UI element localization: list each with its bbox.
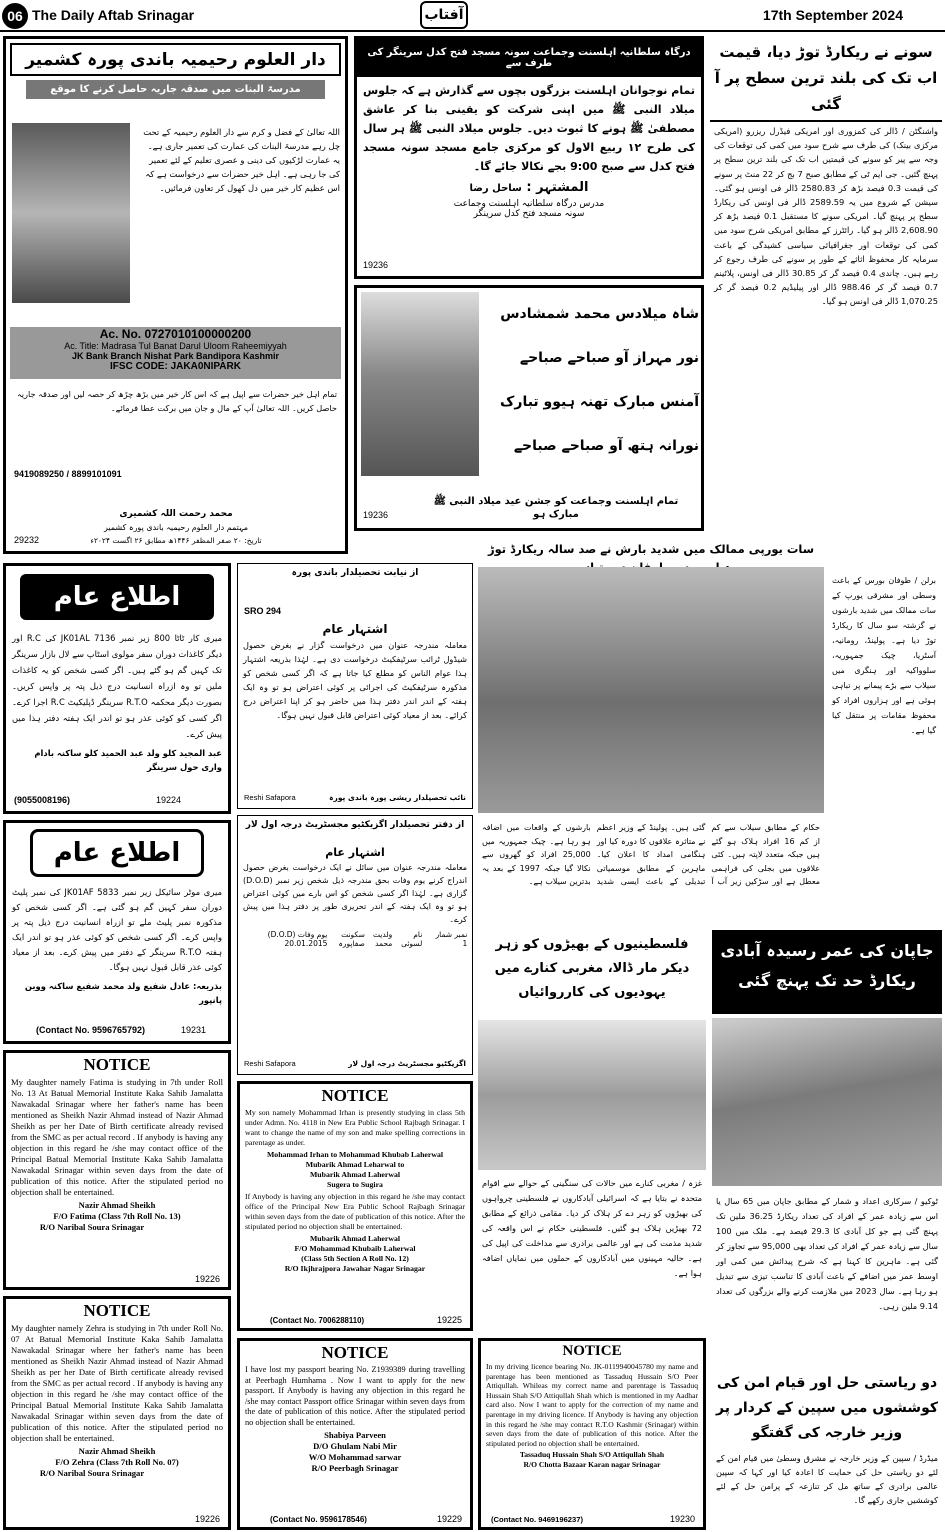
madrasa-signature: محمد رحمت اللہ کشمیری xyxy=(119,509,233,519)
tehsildar-2-body: معاملہ مندرجہ عنوان میں سائل نے ایک درخواست بغرض حصول اندراج کرنے یوم وفات بحق مندرجہ ذیل شخص زیر نمبر (D.O.D) گزاری ہے۔ لہٰذا اگر کسی شخص کو اس بارے میں کوئی اعتراض ہو تو وہ ایک ہفتہ کے اندر تحریری طور پر دفتر ہذا میں پیش کرے۔ xyxy=(243,863,467,924)
notice-irhan-change4: Sugera to Sugira xyxy=(327,1180,383,1189)
page-number: 06 xyxy=(2,3,28,29)
palestine-body: غزہ / مغربی کنارے میں حالات کی سنگینی کے حوالے سے اقوام متحدہ نے بتایا ہے کہ اسرائیلی آبادکاروں نے فلسطینی چرواہوں کی بھیڑوں کو زہر دے کر ہلاک کر دیا۔ مقامی ذرائع کے مطابق 72 بھیڑیں ہلاک ہو گئیں۔ فلسطینی حکام نے اس واقعہ کی شدید مذمت کی ہے اور عالمی برادری سے مداخلت کی اپیل کی ہے۔ حالیہ مہینوں میں آبادکاروں کے حملوں میں نمایاں اضافہ ہوا ہے۔ xyxy=(482,1178,702,1278)
notice-fatima-sign1: Nazir Ahmad Sheikh xyxy=(78,1200,156,1210)
notice-zehra-body: My daughter namely Zehra is studying in 7th under Roll No. 07 At Batual Memorial Institute Kaka Sahib Jamalatta Nawakadal Srinagar where her father's name has been mentioned as Sheikh Nazir Ahmad instead of Nazir Ahmad Sheikh as per her Date of Birth certificate already revised from the SMC as per actual record . If anybody is having any objection in this regard he /she may contact office of the Principal Batual Memorial Institute Kaka Sahib Jamalatta Nawakadal Srinagar within seven days from the date of publication of this notice. After the stipulated period no objection shall be entertained. xyxy=(11,1323,223,1443)
table-row xyxy=(243,939,468,948)
palestine-headline: فلسطینیوں کے بھیڑوں کو زہر دیکر مار ڈالا، مغربی کنارے میں یہودیوں کی کارروائیاں xyxy=(494,937,690,1000)
paper-logo: آفتاب xyxy=(420,1,468,29)
account-title: Ac. Title: Madrasa Tul Banat Darul Uloom Raheemiyyah xyxy=(64,341,287,351)
issue-date: 17th September 2024 xyxy=(762,7,903,23)
table-cell: لسوئی xyxy=(401,939,423,948)
ishtihar-1-name: عبد المجید کلو ولد عبد الحمید کلو ساکنہ بادام واری حول سرینگر xyxy=(34,748,222,772)
gold-body: واشنگٹن / ڈالر کی کمزوری اور امریکی فیڈرل ریزرو (امریکی مرکزی بینک) کی طرف سے شرح سود میں کمی کی توقعات کی وجہ سے پیر کو سونے کی قیمتیں اب تک کی بلند ترین سطح پر پہنچ گئیں۔ جی ایم ٹی کے مطابق صبح 7 بج کر 22 منٹ پر سونے کی قیمت 0.3 فیصد بڑھ کر 2580.83 ڈالر فی اونس ہو گئی۔ سیشن کے شروع میں یہ 2589.59 ڈالر فی اونس کی ریکارڈ سطح پر پہنچ گیا۔ امریکی سونے کا مستقبل 0.1 فیصد بڑھ کر 2,608.90 ڈالر ہو گیا۔ رائٹرز کے مطابق امریکی شرح سود میں کمی کی توقعات اور جغرافیائی سیاسی کشیدگی کے باعث سرمایہ کار محفوظ اثاثے کے طور پر سونے کی طرف رجوع کر رہے ہیں۔ چاندی 0.4 فیصد گر کر 30.85 ڈالر فی اونس، پلاٹینم 0.7 فیصد گر کر 988.46 ڈالر اور پیلیڈیم 0.2 فیصد گر کر 1,070.25 ڈالر فی اونس ہو گیا۔ xyxy=(714,126,939,307)
jaloos-code: 19236 xyxy=(363,260,389,270)
tehsildar-notice-2 xyxy=(237,815,473,1075)
japan-photo xyxy=(712,1018,942,1186)
notice-irhan-sign1: Mubarik Ahmad Laherwal xyxy=(309,1234,401,1243)
madrasa-date: تاریخ: ۲۰ صفر المظفر ۱۴۴۶ھ مطابق ۲۶ اگست ۲۰۲۴ء xyxy=(90,536,262,545)
table-header-cell: سکونت xyxy=(341,930,365,939)
notice-passport xyxy=(237,1338,473,1530)
mushtahir-name: ساحل رضا xyxy=(469,183,522,194)
tehsildar-1-code: SRO 294 xyxy=(244,606,282,616)
europe-body-right: برلن / طوفان بورس کے باعث وسطی اور مشرقی یورپ کے سات ممالک میں شدید بارشوں نے گزشتہ سو سال کا ریکارڈ توڑ دیا ہے۔ پولینڈ، رومانیہ، آسٹریا، چیک جمہوریہ، سلوواکیہ اور ہنگری میں سیلاب سے بڑے پیمانے پر تباہی ہوئی ہے اور ہزاروں افراد کو محفوظ مقامات پر منتقل کیا گیا ہے۔ xyxy=(832,576,936,735)
table-header-cell: ولدیت xyxy=(372,930,393,939)
madrasa-signature-sub: مہتمم دار العلوم رحیمیہ باندی پورہ کشمیر xyxy=(103,523,249,532)
account-no-label: Ac. No. xyxy=(99,327,142,341)
notice-licence-sign2: R/O Chotta Bazaar Karan nagar Srinagar xyxy=(523,1460,661,1470)
jaloos-org2: سونہ مسجد فتح کدل سرینگر xyxy=(473,209,585,219)
notice-irhan-body: My son namely Mohammad Irhan is presently studying in class 5th under Admn. No. 4118 in New Era Public School Rajbagh Srinagar. I want to change the name of my son and make spelling corrections in parentage as under. xyxy=(245,1108,465,1147)
madrasa-ad xyxy=(3,36,348,554)
ishtihar-1-body: میری کار ٹاٹا 800 زیر نمبر JK01AL 7136 کی R.C اور دیگر کاغذات دوران سفر مولوی اسٹاپ سے لال بازار سرینگر تک کہیں گم ہو گئے ہیں۔ اگر کسی شخص کو یہ کاغذات ملیں تو وہ ازراہ انسانیت درج ذیل پتہ پر واپس کریں۔ بصورت دیگر محکمہ R.T.O سرینگر ڈپلیکیٹ R.C اجرا کرے۔ اگر کسی کو کوئی عذر ہو تو اندر ایک ہفتہ دفتر ہذا میں پیش کرے۔ xyxy=(12,633,222,739)
notice-passport-sign2: D/O Ghulam Nabi Mir xyxy=(313,1441,397,1451)
notice-passport-sign1: Shabiya Parveen xyxy=(324,1430,386,1440)
table-cell: 20.01.2015 xyxy=(284,939,328,948)
notice-fatima-sign3: R/O Naribal Soura Srinagar xyxy=(39,1222,145,1232)
ishtihar-2 xyxy=(3,820,231,1044)
tehsildar-notice-1 xyxy=(237,563,473,809)
tehsildar-1-title: اشتہار عام xyxy=(322,622,388,636)
notice-fatima-code: 19226 xyxy=(194,1274,220,1284)
notice-zehra-sign1: Nazir Ahmad Sheikh xyxy=(78,1446,156,1456)
notice-fatima xyxy=(3,1050,231,1290)
notice-zehra-code: 19226 xyxy=(194,1514,220,1524)
table-header-row xyxy=(243,930,468,939)
notice-irhan-change2: Mubarik Ahmad Leharwal to xyxy=(305,1160,405,1169)
notice-irhan xyxy=(237,1081,473,1331)
table-cell: 1 xyxy=(462,939,468,948)
notice-irhan-contact: (Contact No. 7006288110) xyxy=(270,1316,365,1325)
milad-line: نورانہ ہتھ آو صباحے صباحے xyxy=(513,438,699,454)
notice-passport-title: NOTICE xyxy=(321,1343,389,1362)
tehsildar-1-sign: نائب تحصیلدار ریشی پورہ باندی پورہ xyxy=(329,793,466,802)
notice-zehra xyxy=(3,1296,231,1530)
milad-ad xyxy=(354,285,704,531)
ishtihar-1 xyxy=(3,563,231,814)
tehsildar-1-head: از نیابت تحصیلدار باندی پورہ xyxy=(291,568,419,578)
europe-headline: سات یورپی ممالک میں شدید بارش نے صد سالہ ریکارڈ توڑ xyxy=(478,537,824,580)
madrasa-building-photo xyxy=(12,123,130,303)
madrasa-subtitle: مدرسۃ البنات میں صدقہ جاریہ حاصل کرنے کا موقع xyxy=(26,80,325,99)
sheep-photo xyxy=(478,1020,706,1170)
ishtihar-2-title: اطلاع عام xyxy=(30,829,204,877)
notice-irhan-sign2: F/O Mohammad Khubaib Laherwal xyxy=(294,1244,416,1253)
notice-passport-code: 19229 xyxy=(436,1514,462,1524)
tehsildar-1-sign-en: Reshi Safapora xyxy=(244,793,296,802)
portrait-photo xyxy=(361,292,479,476)
madrasa-outro: تمام اہل خیر حضرات سے اپیل ہے کہ اس کار خیر میں بڑھ چڑھ کر حصہ لیں اور صدقہ جاریہ حاصل کریں۔ اللہ تعالیٰ آپ کے مال و جان میں برکت عطا فرمائے۔ xyxy=(16,389,337,413)
table-cell: صفاپورہ xyxy=(338,939,365,948)
table-header-cell: نام xyxy=(413,930,423,939)
mushtahir-label: المشتہر xyxy=(536,180,589,195)
jaloos-org1: مدرس درگاہ سلطانیہ اہلسنت وجماعت xyxy=(453,199,605,209)
jaloos-body: تمام نوجوانان اہلسنت بزرگوں بچوں سے گذارش ہے کہ جلوس میلاد النبی ﷺ میں اپنی شرکت کو یقینی بنا کر عاشق مصطفیٰ ﷺ ہونے کا ثبوت دیں۔ جلوس میلاد النبی ﷺ ہر سال کی طرح ۱۲ ربیع الاول کو مرکزی جامع مسجد سونہ مسجد فتح کدل سے صبح 9:00 بجے نکالا جائے گا۔ xyxy=(363,84,695,173)
notice-irhan-sign3: (Class 5th Section A Roll No. 12) xyxy=(301,1254,409,1263)
notice-passport-body: I have lost my passport bearing No. Z1939389 during travelling at Peerbagh Humhama . Now I want to apply for the new passport. If Anybody is having any objection in this regard he /she may contact Passport office Srinagar within seven days from the date of publication of this notice. After the stipulated period no objection shall be entertained. xyxy=(245,1365,465,1427)
ishtihar-2-body: میری موٹر سائیکل زیر نمبر JK01AF 5833 کی نمبر پلیٹ دوران سفر کہیں گم ہو گئی ہے۔ اگر کسی شخص کو مذکورہ نمبر پلیٹ ملے تو ازراہ انسانیت درج ذیل پتہ پر واپس کرے۔ اگر کسی شخص کو کوئی عذر ہو تو اندر ایک ہفتہ R.T.O سرینگر کے دفتر میں پیش کرے۔ بعد از معیاد کوئی عذر قابل قبول نہیں ہوگا۔ xyxy=(12,887,222,972)
ishtihar-2-code: 19231 xyxy=(181,1025,207,1035)
bank-box xyxy=(10,327,341,379)
notice-licence-code: 19230 xyxy=(669,1514,695,1524)
jaloos-mushtahir: المشتہر : ساحل رضا xyxy=(469,180,589,195)
notice-licence-body: In my driving licence bearing No. JK-0119940045780 my name and parentage has been mentioned as Tassaduq Hussain S/O Peer Attiqullah. Whileas my correct name and parentage is Tassaduq Hussain Shah S/O Attiqullah Shah which is mentioned in my Aadhar card also. Now I want to apply for the correction of my name and parentage in my driving licence. If Anybody is having any objection in this regard he /she may contact R.T.O Kashmir (Srinagar) within seven days from the date of publication of this notice. After the stipulated period no objection shall be entertained. xyxy=(486,1362,698,1448)
notice-passport-contact: (Contact No. 9596178546) xyxy=(270,1515,367,1524)
table-header-cell: یوم وفات (D.O.D) xyxy=(267,930,328,939)
account-no: 0727010100000200 xyxy=(144,327,252,341)
notice-irhan-code: 19225 xyxy=(436,1315,462,1325)
ishtihar-1-title: اطلاع عام xyxy=(20,574,214,620)
palestine-news xyxy=(478,930,706,1330)
milad-line: نور مہراز آو صباحے صباحے xyxy=(519,350,699,366)
spain-body: میڈرڈ / سپین کے وزیر خارجہ نے مشرق وسطیٰ میں قیام امن کے لئے دو ریاستی حل کی حمایت کا اعادہ کیا اور کہا کہ سپین عالمی برادری کے ساتھ مل کر تنازعہ کے پرامن حل کے لئے کوششیں جاری رکھے گا۔ xyxy=(716,1453,938,1505)
notice-passport-sign4: R/O Peerbagh Srinagar xyxy=(311,1463,399,1473)
flood-photo xyxy=(478,567,824,813)
milad-lines xyxy=(485,296,699,472)
japan-body: ٹوکیو / سرکاری اعداد و شمار کے مطابق جاپان میں 65 سال یا اس سے زیادہ عمر کے افراد کی تعداد ریکارڈ 36.25 ملین تک پہنچ گئی ہے جو کل آبادی کا 29.3 فیصد ہے۔ ملک میں 100 سال سے زیادہ عمر کے افراد کی تعداد بھی 95,000 سے تجاوز کر گئی ہے۔ ماہرین کا کہنا ہے کہ شرح پیدائش میں کمی اور اوسط عمر میں اضافے کے باعث آبادی کا تناسب تیزی سے تبدیل ہو رہا ہے۔ سال 2023 میں ملازمت کرنے والے بزرگوں کی تعداد 9.14 ملین رہی۔ xyxy=(716,1196,938,1311)
notice-fatima-body: My daughter namely Fatima is studying in 7th under Roll No. 13 At Batual Memorial Institute Kaka Sahib Jamalatta Nawakadal Srinagar where her father's name has been mentioned as Sheikh Nazir Ahmad instead of Nazir Ahmad Sheikh as per her Date of Birth certificate already revised from the SMC as per actual record . If anybody is having any objection in this regard he /she may contact office of the Principal Batual Memorial Institute Kaka Sahib Jamalatta Nawakadal Srinagar within seven days from the date of publication of this notice. After the stipulated period no objection shall be entertained. xyxy=(11,1077,223,1197)
milad-code: 19236 xyxy=(363,510,389,520)
tehsildar-2-sign: اگزیکٹیو مجسٹریٹ درجہ اول لار xyxy=(348,1059,466,1068)
tehsildar-2-sign-en: Reshi Safapora xyxy=(244,1059,296,1068)
notice-zehra-title: NOTICE xyxy=(83,1301,151,1320)
notice-licence xyxy=(478,1338,706,1530)
notice-passport-sign3: W/O Mohammad sarwar xyxy=(308,1452,402,1462)
milad-line: شاہ میلادس محمد شمشادس xyxy=(500,306,699,322)
ishtihar-1-contact: (9055008196) xyxy=(14,795,71,805)
europe-body-left: حکام کے مطابق سیلاب سے کم از کم 16 افراد ہلاک ہو گئے ہیں جبکہ متعدد لاپتہ ہیں۔ کئی علاقوں میں بجلی کی فراہمی معطل ہے اور سڑکیں زیر آب آ گئی ہیں۔ پولینڈ کے وزیر اعظم نے متاثرہ علاقوں کا دورہ کیا اور ہنگامی امداد کا اعلان کیا۔ ماہرین کے مطابق موسمیاتی تبدیلی کے باعث ایسی شدید بارشوں کے واقعات میں اضافہ ہو رہا ہے۔ چیک جمہوریہ میں 25,000 افراد کو گھروں سے نکالا گیا جبکہ 1997 کے بعد یہ بدترین سیلاب ہے۔ xyxy=(482,823,820,886)
notice-licence-sign1: Tassaduq Hussain Shah S/O Attiqullah Shah xyxy=(519,1450,665,1460)
tehsildar-2-head: از دفتر تحصیلدار اگزیکٹیو مجسٹریٹ درجہ اول لار xyxy=(245,820,465,830)
notice-irhan-body2: If Anybody is having any objection in this regard he /she may contact office of the Principal New Era Public School Rajbagh Srinagar within seven days from the date of publication of this notice. After the stipulated period no objection shall be entertained. xyxy=(245,1192,465,1231)
notice-zehra-sign2: F/O Zehra (Class 7th Roll No. 07) xyxy=(55,1457,179,1467)
paper-name: The Daily Aftab Srinagar xyxy=(32,7,195,23)
ishtihar-2-contact: (Contact No. 9596765792) xyxy=(36,1025,146,1035)
madrasa-title: دار العلوم رحیمیہ باندی پورہ کشمیر xyxy=(10,43,341,76)
notice-irhan-title: NOTICE xyxy=(321,1086,389,1105)
ishtihar-2-name: بذریعہ: عادل شفیع ولد محمد شفیع ساکنہ ووین پانپور xyxy=(24,981,222,1005)
japan-headline: جاپان کی عمر رسیدہ آبادی ریکارڈ حد تک پہنچ گئی xyxy=(712,930,942,1014)
notice-licence-title: NOTICE xyxy=(562,1343,622,1359)
milad-footer: تمام اہلسنت وجماعت کو جشن عید میلاد النبی ﷺ مبارک ہو xyxy=(433,496,679,520)
table-cell: محمد xyxy=(375,939,393,948)
spain-headline: دو ریاستی حل اور قیام امن کی کوششوں میں سپین کے کردار پر وزیر خارجہ کی گفتگو xyxy=(715,1375,938,1441)
madrasa-contact: 9419089250 / 8899101091 xyxy=(14,469,122,479)
milad-line: آمنس مبارک تھنہ ہیوو تبارک xyxy=(500,394,699,410)
tehsildar-2-title: اشتہار عام xyxy=(325,846,385,859)
table-header-cell: نمبر شمار xyxy=(435,930,468,939)
bank-name: JK Bank Branch Nishat Park Bandipora Kashmir xyxy=(71,351,280,361)
gold-headline: سونے نے ریکارڈ توڑ دیا، قیمت اب تک کی بلند ترین سطح پر آ گئی xyxy=(710,36,942,122)
notice-fatima-sign2: F/O Fatima (Class 7th Roll No. 13) xyxy=(53,1211,181,1221)
madrasa-intro: اللہ تعالیٰ کے فضل و کرم سے دار العلوم رحیمیہ کے تحت چل رہے مدرسۃ البنات کی عمارت کی تعمیر جاری ہے۔ یہ عمارت لڑکیوں کی دینی و عصری تعلیم کے لئے تعمیر کی جا رہی ہے۔ اہل خیر حضرات سے درخواست ہے کہ اس عظیم کار خیر میں دل کھول کر تعاون فرمائیں۔ xyxy=(143,127,340,193)
notice-zehra-sign3: R/O Naribal Soura Srinagar xyxy=(39,1468,145,1478)
jaloos-header: درگاہ سلطانیہ اہلسنت وجماعت سونہ مسجد فتح کدل سرینگر کی طرف سے xyxy=(357,39,701,77)
ifsc-code: IFSC CODE: JAKA0NIPARK xyxy=(110,361,241,372)
notice-irhan-change1: Mohammad Irhan to Mohammad Khubab Laherwal xyxy=(266,1150,444,1159)
notice-licence-contact: (Contact No. 9469196237) xyxy=(491,1515,584,1524)
madrasa-code: 29232 xyxy=(14,535,40,545)
notice-irhan-sign4: R/O Ikjhrajpora Jawahar Nagar Srinagar xyxy=(284,1264,426,1273)
masthead-bar xyxy=(0,0,945,32)
japan-news xyxy=(712,930,942,1365)
spain-news xyxy=(712,1368,942,1528)
ishtihar-1-code: 19224 xyxy=(156,795,182,805)
notice-fatima-title: NOTICE xyxy=(83,1055,151,1074)
gold-news xyxy=(710,36,942,532)
dod-table xyxy=(243,930,468,948)
tehsildar-1-body: معاملہ مندرجہ عنوان میں درخواست گزار نے بغرض حصول شیڈول ٹرائب سرٹیفکیٹ درخواست دی ہے۔ لہٰذا بذریعہ اشتہار ہذا عوام الناس کو مطلع کیا جاتا ہے کہ اگر کسی شخص کو مذکورہ سرٹیفکیٹ کی اجرائی پر کوئی اعتراض ہو تو وہ ایک ہفتہ کے اندر اندر دفتر ہذا میں حاضر ہو کر اپنا اعتراض درج کرائے۔ بعد از معیاد کوئی اعتراض قابل قبول نہیں ہوگا۔ xyxy=(243,640,467,720)
jaloos-ad xyxy=(354,36,704,279)
europe-news xyxy=(478,537,942,924)
notice-irhan-change3: Mubarik Ahmad Laherwal xyxy=(309,1170,401,1179)
